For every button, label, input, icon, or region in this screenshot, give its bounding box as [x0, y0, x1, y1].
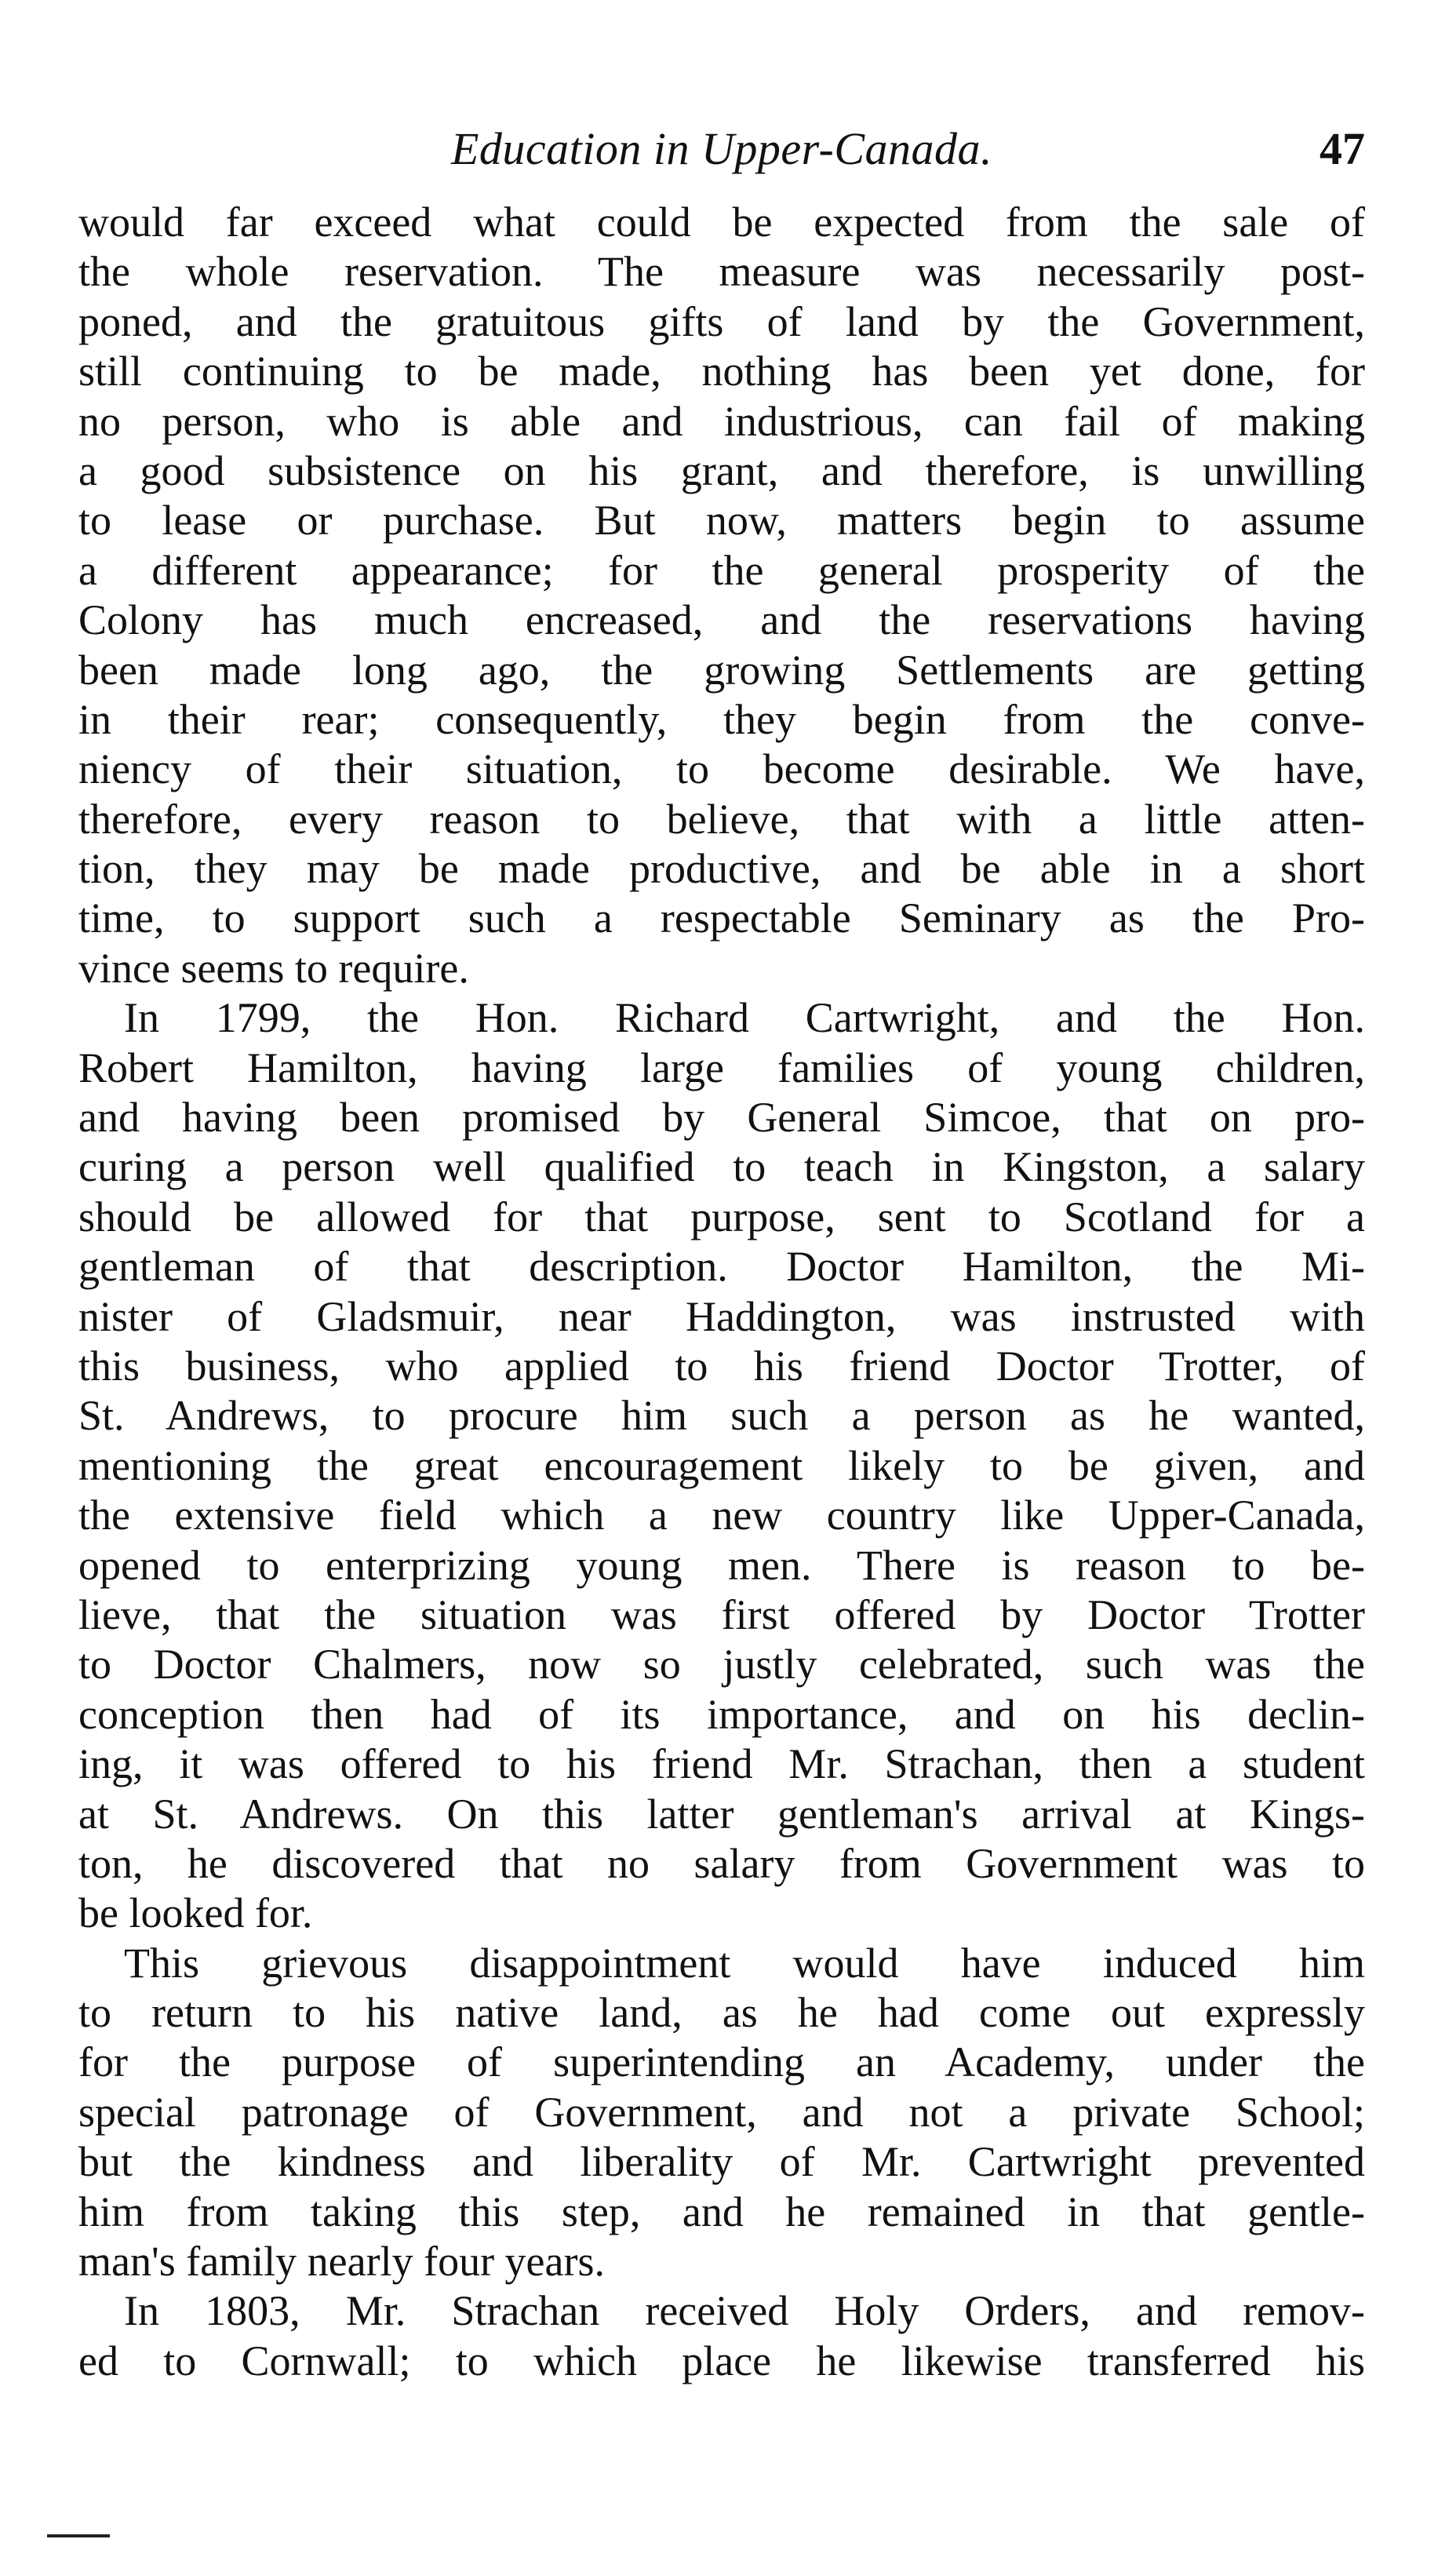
text-line: ing, it was offered to his friend Mr. Strachan, then a student	[78, 1740, 1365, 1788]
text-line: niency of their situation, to become desirable. We have,	[78, 745, 1365, 793]
page-number: 47	[1320, 123, 1365, 174]
text-line: in their rear; consequently, they begin from the conve-	[78, 695, 1365, 743]
text-line: opened to enterprizing young men. There is reason to be-	[78, 1541, 1365, 1589]
text-line: man's family nearly four years.	[78, 2238, 605, 2286]
text-line: In 1799, the Hon. Richard Cartwright, and the Hon.	[124, 994, 1365, 1042]
text-line: tion, they may be made productive, and be able in a short	[78, 845, 1365, 893]
text-line: been made long ago, the growing Settlements are getting	[78, 646, 1365, 694]
text-line: Robert Hamilton, having large families of young children,	[78, 1044, 1365, 1091]
paragraph	[78, 1939, 1365, 2287]
text-line: to Doctor Chalmers, now so justly celebrated, such was the	[78, 1641, 1365, 1688]
text-line: should be allowed for that purpose, sent to Scotland for a	[78, 1193, 1365, 1240]
text-line: therefore, every reason to believe, that with a little atten-	[78, 795, 1365, 843]
text-line: Colony has much encreased, and the reservations having	[78, 596, 1365, 644]
text-line: curing a person well qualified to teach in Kingston, a salary	[78, 1143, 1365, 1191]
page-header	[78, 118, 1365, 180]
paragraph	[78, 198, 1365, 993]
footer-rule	[47, 2534, 110, 2537]
text-line: mentioning the great encouragement likely to be given, and	[78, 1441, 1365, 1489]
text-line: for the purpose of superintending an Academy, under the	[78, 2038, 1365, 2086]
text-line: this business, who applied to his friend Doctor Trotter, of	[78, 1342, 1365, 1390]
text-line: at St. Andrews. On this latter gentleman's arrival at Kings-	[78, 1790, 1365, 1838]
body-text	[78, 198, 1365, 2386]
text-line: lieve, that the situation was first offered by Doctor Trotter	[78, 1590, 1365, 1638]
text-line: ed to Cornwall; to which place he likewise transferred his	[78, 2337, 1365, 2384]
text-line: In 1803, Mr. Strachan received Holy Orders, and remov-	[124, 2287, 1365, 2335]
text-line: and having been promised by General Simcoe, that on pro-	[78, 1094, 1365, 1142]
text-line: to return to his native land, as he had come out expressly	[78, 1989, 1365, 2037]
text-line: nister of Gladsmuir, near Haddington, was instrusted with	[78, 1292, 1365, 1340]
text-line: still continuing to be made, nothing has been yet done, for	[78, 348, 1365, 395]
text-line: the whole reservation. The measure was necessarily post-	[78, 248, 1365, 296]
text-line: to lease or purchase. But now, matters begin to assume	[78, 497, 1365, 545]
paragraph	[78, 993, 1365, 1938]
text-line: This grievous disappointment would have induced him	[124, 1939, 1365, 1987]
running-head: Education in Upper-Canada.	[450, 123, 993, 174]
text-line: time, to support such a respectable Seminary as the Pro-	[78, 894, 1365, 942]
text-line: would far exceed what could be expected from the sale of	[78, 199, 1365, 246]
text-line: no person, who is able and industrious, can fail of making	[78, 397, 1365, 445]
paragraph	[78, 2286, 1365, 2386]
text-line: him from taking this step, and he remained in that gentle-	[78, 2188, 1365, 2235]
text-line: a good subsistence on his grant, and therefore, is unwilling	[78, 446, 1365, 494]
text-line: special patronage of Government, and not a private School;	[78, 2088, 1365, 2136]
text-line: conception then had of its importance, and on his declin-	[78, 1690, 1365, 1738]
text-line: ton, he discovered that no salary from Government was to	[78, 1839, 1365, 1887]
text-line: a different appearance; for the general prosperity of the	[78, 546, 1365, 594]
text-line: poned, and the gratuitous gifts of land by the Government,	[78, 297, 1365, 345]
text-line: be looked for.	[78, 1889, 313, 1937]
text-line: gentleman of that description. Doctor Hamilton, the Mi-	[78, 1243, 1365, 1291]
text-line: vince seems to require.	[78, 944, 469, 992]
text-line: St. Andrews, to procure him such a person as he wanted,	[78, 1392, 1365, 1440]
text-line: but the kindness and liberality of Mr. Cartwright prevented	[78, 2138, 1365, 2186]
text-line: the extensive field which a new country like Upper-Canada,	[78, 1492, 1365, 1539]
